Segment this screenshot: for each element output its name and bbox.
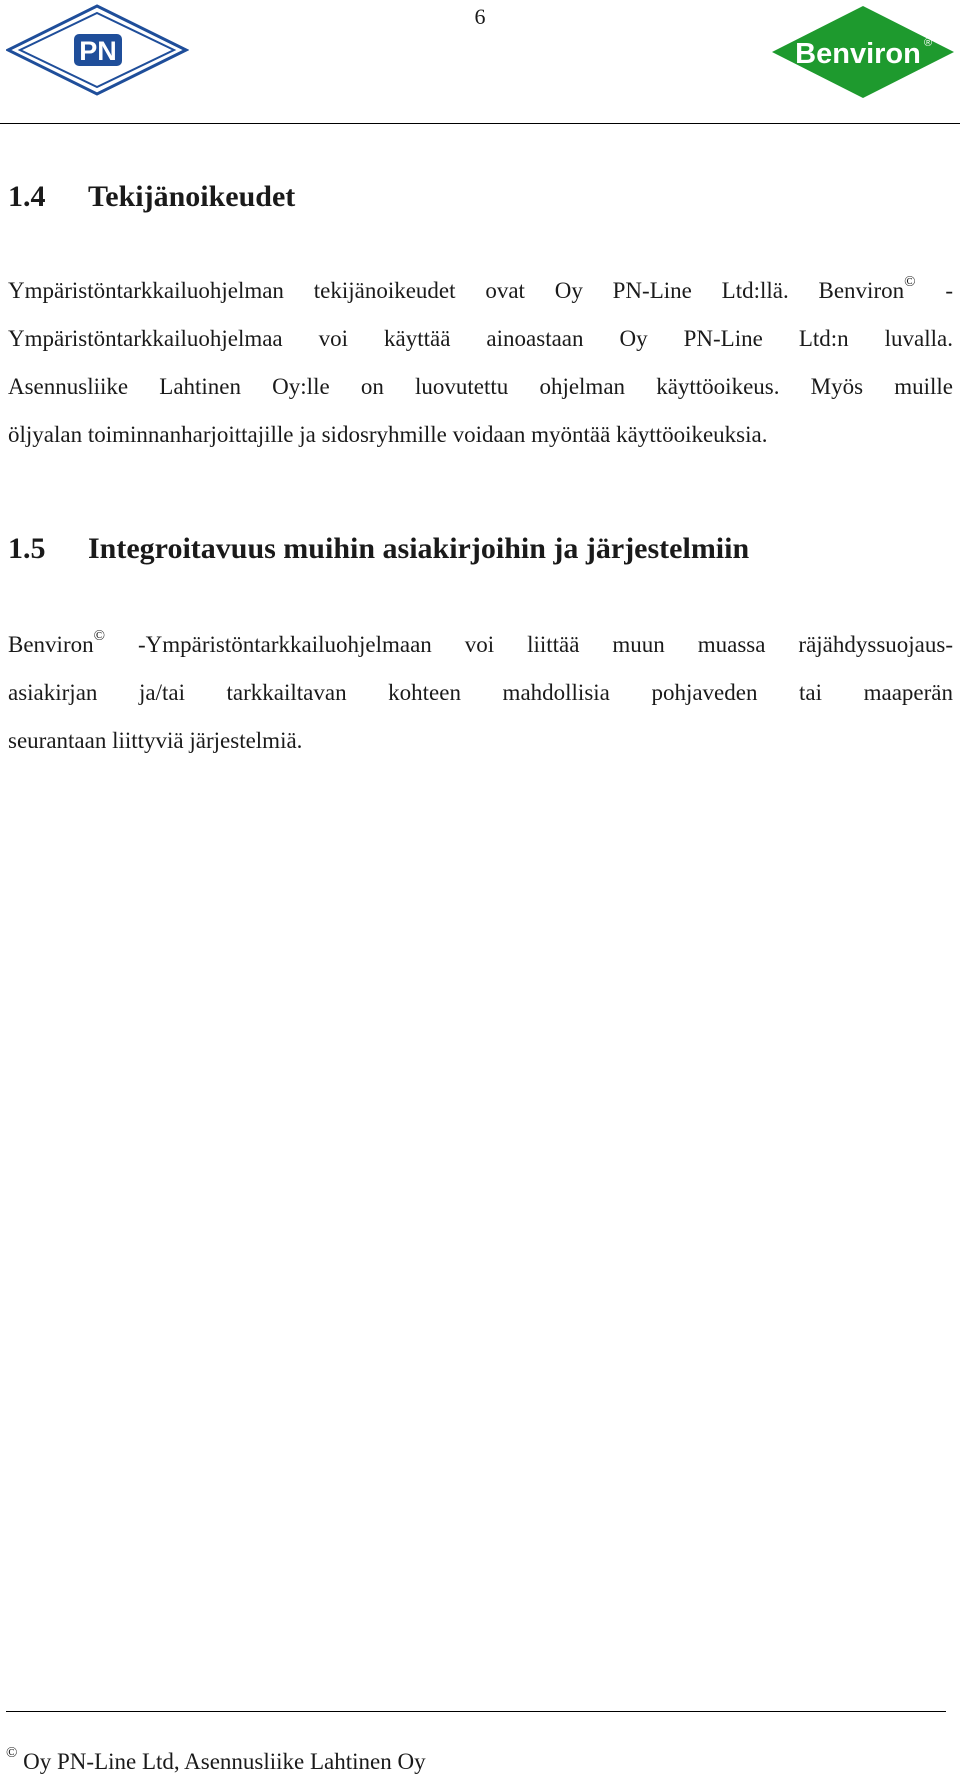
page-number: 6 (474, 4, 486, 29)
paragraph-line: seurantaan liittyviä järjestelmiä. (8, 728, 303, 753)
pn-line-logo (6, 4, 189, 96)
section-title: Integroitavuus muihin asiakirjoihin ja järjestelmiin (88, 532, 750, 565)
footer-copyright-text: Oy PN-Line Ltd, Asennusliike Lahtinen Oy (17, 1749, 426, 1774)
footer-copyright-symbol: © (6, 1745, 18, 1761)
paragraph-line (8, 267, 953, 315)
registered-mark: ® (923, 37, 933, 49)
section-number: 1.4 (8, 180, 46, 213)
line-text: Benviron (8, 632, 94, 657)
section-number: 1.5 (8, 532, 46, 565)
pn-logo-text: PN (79, 36, 117, 66)
footer-copyright (6, 1745, 426, 1775)
section-1-4-paragraph (8, 267, 953, 459)
paragraph-line (8, 621, 953, 669)
line-text: Ympäristöntarkkailuohjelman tekijänoikeudet ovat Oy PN-Line Ltd:llä. Benviron (8, 278, 905, 303)
paragraph-line: asiakirjan ja/tai tarkkailtavan kohteen mahdollisia pohjaveden tai maaperän (8, 680, 953, 705)
benviron-logo-text: Benviron (795, 38, 921, 70)
paragraph-line: Asennusliike Lahtinen Oy:lle on luovutettu ohjelman käyttöoikeus. Myös muille (8, 374, 953, 399)
footer-divider (6, 1711, 946, 1712)
line-text-end: - (915, 278, 953, 303)
header-divider (0, 123, 960, 124)
section-heading-1-4 (8, 180, 295, 214)
line-text-end: -Ympäristöntarkkailuohjelmaan voi liittää muun muassa räjähdyssuojaus- (105, 632, 953, 657)
benviron-logo (770, 4, 956, 100)
paragraph-line: Ympäristöntarkkailuohjelmaa voi käyttää ainoastaan Oy PN-Line Ltd:n luvalla. (8, 326, 953, 351)
section-title: Tekijänoikeudet (88, 180, 296, 213)
paragraph-line: öljyalan toiminnanharjoittajille ja sidosryhmille voidaan myöntää käyttöoikeuksia. (8, 422, 768, 447)
section-1-5-paragraph (8, 621, 953, 765)
copyright-mark: © (904, 274, 916, 290)
copyright-mark: © (93, 628, 106, 644)
section-heading-1-5 (8, 532, 749, 566)
